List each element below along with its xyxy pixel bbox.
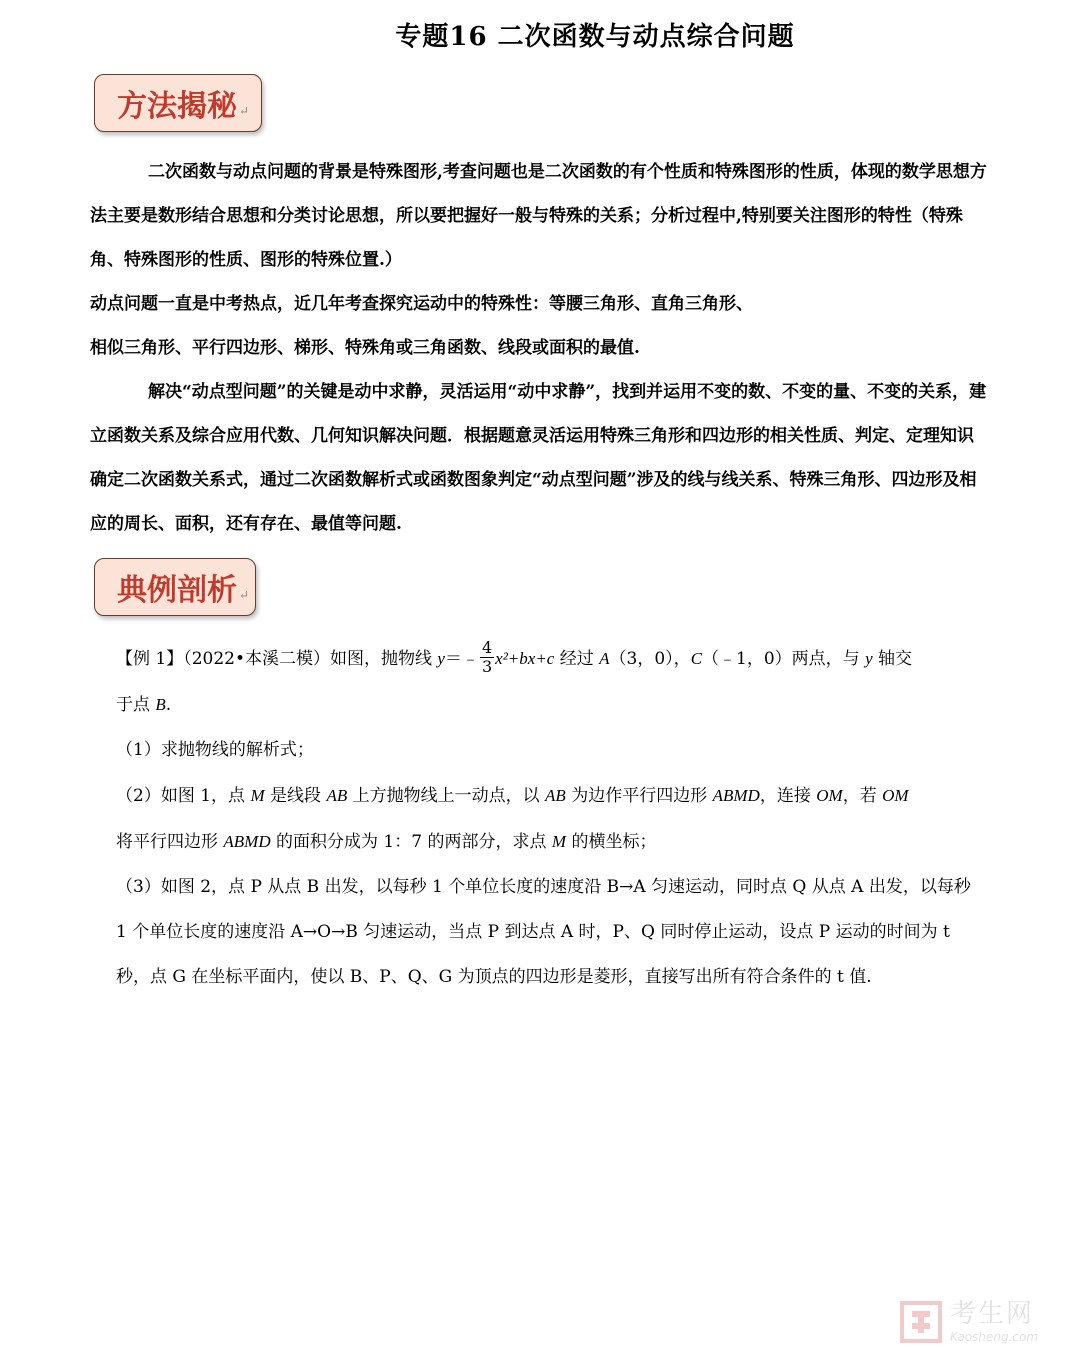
section-heading-examples — [94, 558, 256, 616]
point-m: M — [250, 786, 265, 805]
eq-sign: ＝﹣ — [444, 649, 479, 669]
method-paragraph-4: 解决“动点型问题”的关键是动中求静，灵活运用“动中求静”，找到并运用不变的数、不变的量、不变的关系，建立函数关系及综合应用代数、几何知识解决问题．根据题意灵活运用特殊三角形和四边形的相关性质、判定、定理知识确定二次函数关系式，通过二次函数解析式或函数图象判定“动点型问题”涉及的线与线关系、特殊三角形、四边形及相应的周长、面积，还有存在、最值等问题. — [90, 382, 987, 534]
parallelogram-abmd: ABMD — [712, 786, 760, 805]
method-paragraph-3: 相似三角形、平行四边形、梯形、特殊角或三角函数、线段或面积的最值. — [90, 338, 640, 358]
text-span: ，连接 — [759, 786, 817, 806]
kaosheng-logo-icon — [898, 1299, 944, 1345]
axis-y: y — [865, 649, 873, 668]
return-mark-icon: ↵ — [239, 104, 250, 118]
parallelogram-abmd: ABMD — [223, 832, 271, 851]
text-span: 是线段 — [264, 786, 327, 806]
point-m: M — [551, 832, 567, 851]
text-span: 上方抛物线上一动点，以 — [347, 786, 546, 806]
var-y: y — [437, 649, 445, 668]
point-c: C — [690, 649, 703, 668]
method-paragraph-1: 二次函数与动点问题的背景是特殊图形,考查问题也是二次函数的有个性质和特殊图形的性质，体现的数学思想方法主要是数形结合思想和分类讨论思想，所以要把握好一般与特殊的关系；分析过程中,特别要关注图形的特性（特殊角、特殊图形的性质、图形的特殊位置.） — [90, 162, 987, 270]
segment-ab: AB — [326, 786, 348, 805]
question-2 — [116, 773, 986, 865]
fraction-denominator: 3 — [481, 657, 493, 676]
section-heading-method — [94, 74, 262, 132]
fraction-four-thirds — [480, 639, 494, 676]
coord-a: （3，0）， — [609, 649, 691, 669]
text-span: 的横坐标； — [566, 832, 657, 852]
text-span: 轴交 — [872, 649, 913, 669]
method-text — [90, 150, 990, 546]
segment-om: OM — [816, 786, 843, 805]
text-span: . — [165, 695, 172, 715]
watermark-en: Kaosheng.com — [950, 1330, 1039, 1344]
watermark — [898, 1294, 1058, 1350]
section-heading-label: 方法揭秘 — [117, 89, 237, 124]
fraction-numerator: 4 — [481, 638, 493, 657]
section-heading-label: 典例剖析 — [117, 573, 237, 608]
example-1 — [116, 636, 986, 1000]
text-span: 的面积分成为 1：7 的两部分，求点 — [270, 832, 552, 852]
example-statement — [116, 636, 986, 728]
segment-ab: AB — [545, 786, 566, 805]
eq-rest: x²+bx+c — [495, 649, 555, 668]
point-a: A — [599, 649, 610, 668]
method-paragraph-2: 动点问题一直是中考热点，近几年考查探究运动中的特殊性：等腰三角形、直角三角形、 — [90, 294, 753, 314]
coord-c: （﹣1，0）两点，与 — [702, 649, 866, 669]
page-title: 专题16 二次函数与动点综合问题 — [395, 22, 795, 52]
text-span: 经过 — [554, 649, 600, 669]
question-3: （3）如图 2，点 P 从点 B 出发，以每秒 1 个单位长度的速度沿 B→A 匀速运动，同时点 Q 从点 A 出发，以每秒 1 个单位长度的速度沿 A→O→B 匀速运动，当点 P 到达点 A 时，P、Q 同时停止运动，设点 P 运动的时间为 t 秒，点 G 在坐标平面内，使以 B、P、Q、G 为顶点的四边形是菱形，直接写出所有符合条件的 t 值. — [116, 877, 971, 987]
text-span: ，若 — [842, 786, 883, 806]
text-span: 将平行四边形 — [116, 832, 224, 852]
example-head: 【例 1】（2022•本溪二模）如图，抛物线 — [116, 649, 438, 669]
segment-om: OM — [882, 786, 909, 805]
text-span: （2）如图 1，点 — [116, 786, 251, 806]
text-span: 于点 — [116, 695, 156, 715]
return-mark-icon: ↵ — [239, 588, 250, 602]
text-span: 为边作平行四边形 — [565, 786, 713, 806]
question-1: （1）求抛物线的解析式； — [116, 740, 314, 760]
point-b: B — [155, 695, 166, 714]
watermark-cn: 考生网 — [950, 1299, 1035, 1329]
